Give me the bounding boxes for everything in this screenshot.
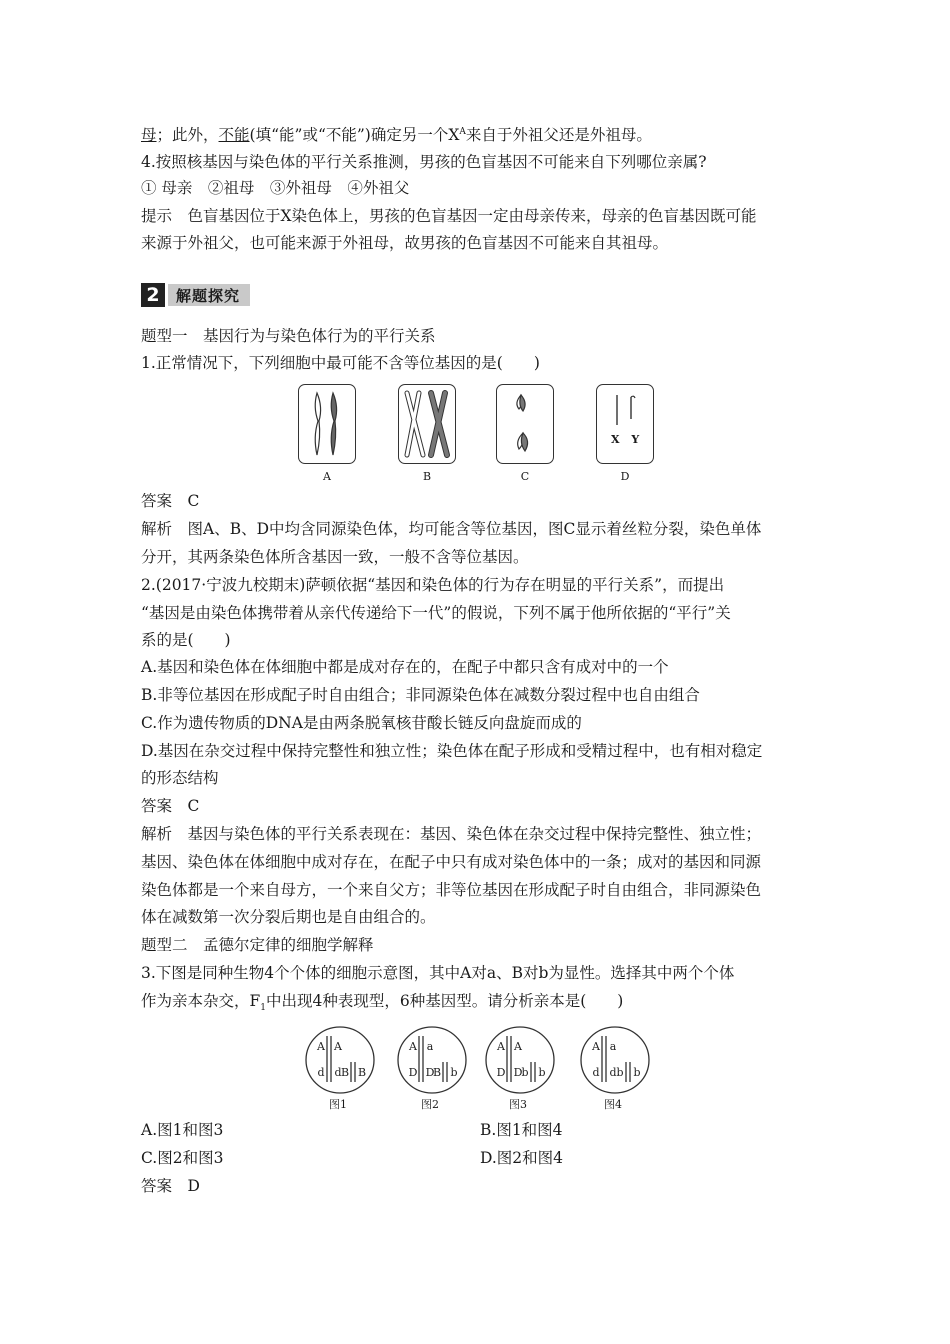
question-2-stem-3: 系的是( ) [141,631,231,649]
question-3-option-a: A.图1和图3 [141,1121,224,1139]
question-4-options: ① 母亲 ②祖母 ③外祖母 ④外祖父 [141,179,410,197]
stem-text: 中出现4种表现型，6种基因型。请分析亲本是( ) [266,992,624,1010]
hint-line-1: 提示 色盲基因位于X染色体上，男孩的色盲基因一定由母亲传来，母亲的色盲基因既可能 [141,207,757,225]
question-1-analysis-2: 分开，其两条染色体所含基因一致，一般不含等位基因。 [141,548,529,566]
question-1-analysis-1: 解析 图A、B、D中均含同源染色体，均可能含等位基因，图C显示着丝粒分裂，染色单体 [141,520,762,538]
question-2-option-d-2: 的形态结构 [141,769,219,787]
stem-text: 作为亲本杂交，F [141,992,261,1010]
question-type-1: 题型一 基因行为与染色体行为的平行关系 [141,327,436,345]
cell-label-b: B [422,470,432,483]
section-number: 2 [141,283,165,307]
chromosome-diagram-b [399,385,455,463]
question-2-option-a: A.基因和染色体在体细胞中都是成对存在的，在配子中都只含有成对中的一个 [141,658,669,676]
allele-label: D [425,1066,435,1079]
allele-label: a [426,1040,434,1053]
question-2-analysis-4: 体在减数第一次分裂后期也是自由组合的。 [141,908,436,926]
allele-label: A [317,1040,325,1053]
genotype-figure-1 [306,1027,374,1093]
cell-outline [581,1027,649,1093]
superscript-a: A [459,126,466,137]
hint-line-2: 来源于外祖父，也可能来源于外祖母，故男孩的色盲基因不可能来自其祖母。 [141,234,669,252]
question-2-analysis-1: 解析 基因与染色体的平行关系表现在：基因、染色体在杂交过程中保持完整性、独立性； [141,825,762,843]
allele-label: b [633,1066,641,1079]
figure-label-3: 图3 [509,1098,527,1111]
allele-label: a [609,1040,617,1053]
question-2-option-c: C.作为遗传物质的DNA是由两条脱氧核苷酸长链反向盘旋而成的 [141,714,582,732]
allele-label: d [317,1066,325,1079]
allele-label: D [408,1066,418,1079]
question-2-stem-1: 2.(2017·宁波九校期末)萨顿依据“基因和染色体的行为存在明显的平行关系”，而提出 [141,576,725,594]
intro-line-1 [141,124,652,146]
question-2-option-b: B.非等位基因在形成配子时自由组合；非同源染色体在减数分裂过程中也自由组合 [141,686,700,704]
allele-label: D [513,1066,523,1079]
chromosome-diagram-c [497,385,553,463]
intro-text: 来自于外祖父还是外祖母。 [465,126,652,144]
allele-label: b [538,1066,546,1079]
intro-text: (填“能”或“不能”)确定另一个X [249,126,460,144]
question-2-stem-2: “基因是由染色体携带着从亲代传递给下一代”的假说，下列不属于他所依据的“平行”关 [141,604,731,622]
question-3-stem-2 [141,990,623,1012]
question-type-2: 题型二 孟德尔定律的细胞学解释 [141,936,374,954]
question-3-option-c: C.图2和图3 [141,1149,224,1167]
cell-label-c: C [520,470,530,483]
allele-label: A [592,1040,600,1053]
question-2-answer: 答案 C [141,797,200,815]
subscript-1: 1 [260,1003,266,1014]
allele-label: d [592,1066,600,1079]
chromosome-diagram-a [299,385,355,463]
figure-label-2: 图2 [421,1098,439,1111]
allele-label: B [357,1066,367,1079]
figure-label-4: 图4 [604,1098,622,1111]
allele-label: B [432,1066,442,1079]
question-4: 4.按照核基因与染色体的平行关系推测，男孩的色盲基因不可能来自下列哪位亲属? [141,153,707,171]
cell-figure-a [298,384,356,464]
allele-label: d [609,1066,617,1079]
allele-label: A [409,1040,417,1053]
allele-label: d [334,1066,342,1079]
section-title: 解题探究 [168,284,250,306]
cell-outline [398,1027,466,1093]
question-3-option-d: D.图2和图4 [480,1149,564,1167]
underlined-answer-mother: 母 [141,126,157,144]
genotype-figure-3 [486,1027,554,1093]
allele-label: D [496,1066,506,1079]
underlined-answer-cannot: 不能 [218,126,250,144]
chromosome-xy-label: X Y [611,433,644,446]
cell-figure-b [398,384,456,464]
cell-figure-c [496,384,554,464]
genotype-figure-2 [398,1027,466,1093]
cell-label-d: D [620,470,630,483]
allele-label: b [616,1066,624,1079]
figure-label-1: 图1 [329,1098,347,1111]
intro-text: ；此外， [156,126,219,144]
question-3-answer: 答案 D [141,1177,200,1195]
allele-label: A [334,1040,342,1053]
allele-label: A [514,1040,522,1053]
genotype-figure-4 [581,1027,649,1093]
cell-outline [306,1027,374,1093]
question-2-option-d-1: D.基因在杂交过程中保持完整性和独立性；染色体在配子形成和受精过程中，也有相对稳定 [141,742,763,760]
question-2-analysis-2: 基因、染色体在体细胞中成对存在，在配子中只有成对染色体中的一条；成对的基因和同源 [141,853,762,871]
genotype-figures [295,1024,675,1099]
allele-label: b [521,1066,529,1079]
allele-label: b [450,1066,458,1079]
question-1-stem: 1.正常情况下，下列细胞中最可能不含等位基因的是( ) [141,354,540,372]
allele-label: B [340,1066,350,1079]
question-1-answer: 答案 C [141,492,200,510]
question-3-option-b: B.图1和图4 [480,1121,563,1139]
cell-outline [486,1027,554,1093]
question-2-analysis-3: 染色体都是一个来自母方，一个来自父方；非等位基因在形成配子时自由组合，非同源染色 [141,881,762,899]
cell-label-a: A [323,470,331,483]
question-3-stem-1: 3.下图是同种生物4个个体的细胞示意图，其中A对a、B对b为显性。选择其中两个个体 [141,964,735,982]
chromosome-diagram-d [597,385,653,463]
section-header [141,283,250,307]
cell-figure-d [596,384,654,464]
allele-label: A [497,1040,505,1053]
